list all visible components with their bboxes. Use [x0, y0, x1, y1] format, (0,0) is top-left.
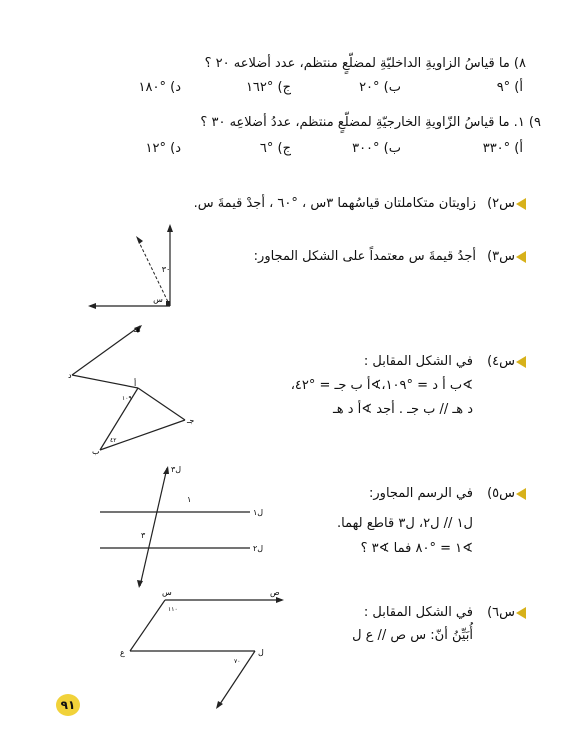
figure-s6-point-ain: ع — [120, 648, 125, 657]
s4-bullet-arrow-icon — [516, 356, 526, 368]
s2-label: س٢) — [487, 196, 515, 211]
q9-option-b: ب) °٣٠٠ — [352, 141, 401, 156]
q8-option-a: أ) °٩ — [496, 80, 523, 95]
figure-s4-point-h: هـ — [134, 325, 141, 334]
figure-s6 — [110, 585, 290, 715]
s6-line1: في الشكل المقابل : — [363, 605, 473, 620]
figure-s6-angle-70: ٧٠ — [234, 658, 241, 665]
q9-option-d: د) °١٢ — [145, 141, 181, 156]
s4-line2: ∢ب أ د = °١٠٩،∢أ ب جـ = °٤٢، — [290, 378, 473, 393]
s5-line3: ∢١ = °٨٠ فما ∢٣ ؟ — [360, 541, 473, 556]
s2-text: زاويتان متكاملتان قياسُهما ٣س ، °٦٠ ، أجدْ قيمةَ س. — [193, 196, 476, 211]
page-number-badge: ٩١ — [56, 694, 80, 716]
q8-option-c: ج) °١٦٢ — [245, 80, 291, 95]
figure-s5-angle-3: ٣ — [141, 531, 146, 540]
figure-s4-point-b: ب — [92, 447, 100, 456]
q8-option-d: د) °١٨٠ — [138, 80, 181, 95]
figure-s5 — [95, 462, 265, 592]
s4-line3: د هـ // ب جـ . أجد ∢أ د هـ — [332, 402, 473, 417]
s6-bullet-arrow-icon — [516, 607, 526, 619]
figure-s4-point-a: أ — [134, 379, 137, 388]
figure-s4-angle-42: ٤٢ — [110, 437, 117, 444]
figure-s5-line-l1: ل١ — [253, 508, 264, 517]
figure-s4-point-j: جـ — [187, 416, 195, 425]
s6-line2: أُبَيِّنُ أنّ: س ص // ع ل — [352, 628, 473, 643]
s5-label: س٥) — [487, 486, 515, 501]
s5-bullet-arrow-icon — [516, 488, 526, 500]
figure-s4-angle-109: ١٠٩ — [122, 395, 132, 402]
figure-s4 — [60, 320, 200, 460]
s5-line1: في الرسم المجاور: — [369, 486, 473, 501]
s4-line1: في الشكل المقابل : — [363, 354, 473, 369]
q8-stem: ٨) ما قياسُ الزاويةِ الداخليّةِ لمضلّعٍ منتظم، عدد أضلاعه ٢٠ ؟ — [204, 56, 526, 71]
figure-s6-point-sad: ص — [270, 588, 280, 597]
s3-text: أجدُ قيمةَ س معتمداً على الشكل المجاور: — [253, 249, 476, 264]
q9-option-c: ج) °٦ — [259, 141, 291, 156]
figure-s4-point-d: د — [68, 371, 72, 380]
figure-s3 — [80, 220, 190, 320]
figure-s6-point-s: س — [162, 588, 172, 597]
s3-bullet-arrow-icon — [516, 251, 526, 263]
figure-s5-line-l3: ل٣ — [171, 465, 182, 474]
figure-s6-point-lam: ل — [258, 648, 264, 657]
figure-s5-line-l2: ل٢ — [253, 544, 264, 553]
s6-label: س٦) — [487, 605, 515, 620]
q9-stem: ٩) ١. ما قياسُ الزّاويةِ الخارجيّةِ لمضلّعٍ منتظم، عددُ أضلاعِه ٣٠ ؟ — [200, 115, 541, 130]
figure-s5-angle-1: ١ — [187, 495, 192, 504]
q9-option-a: أ) °٣٣٠ — [482, 141, 523, 156]
s5-line2: ل١ // ل٢، ل٣ قاطع لهما. — [337, 516, 473, 531]
q8-option-b: ب) °٢٠ — [359, 80, 401, 95]
figure-s6-angle-110: ١١٠ — [168, 606, 178, 613]
s4-label: س٤) — [487, 354, 515, 369]
figure-s3-var-label: س — [153, 295, 163, 304]
s3-label: س٣) — [487, 249, 515, 264]
figure-s3-angle-label: ٣٠ — [161, 265, 171, 274]
s2-bullet-arrow-icon — [516, 198, 526, 210]
